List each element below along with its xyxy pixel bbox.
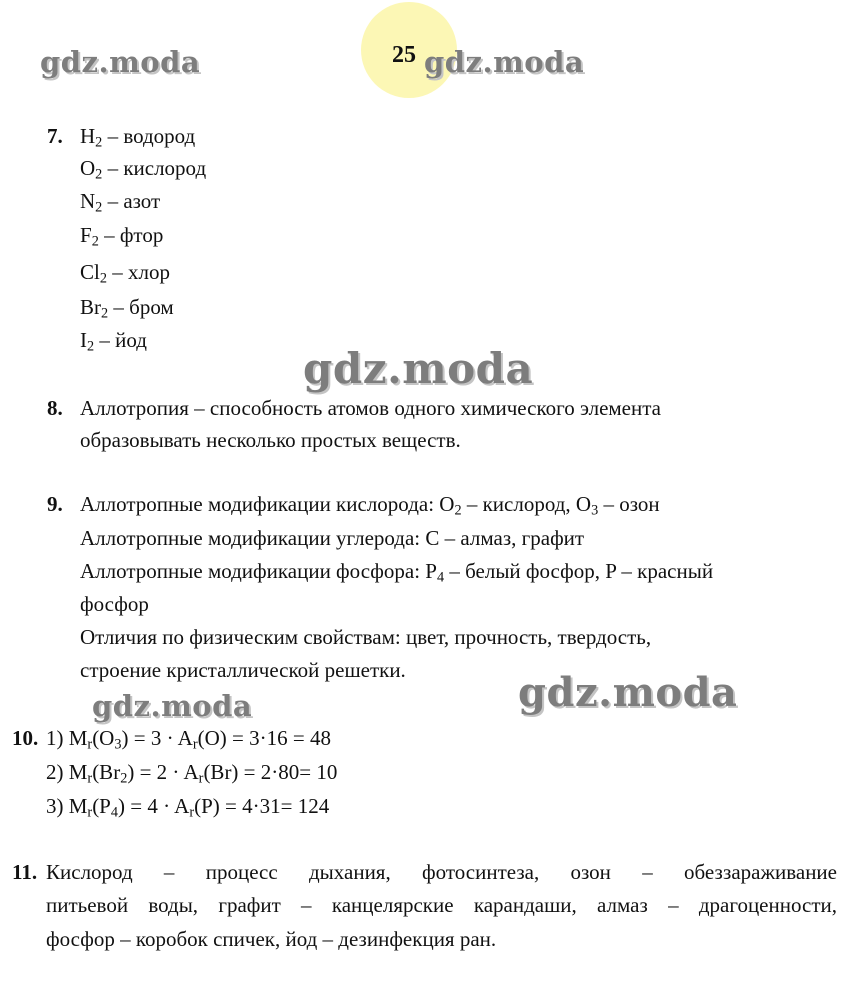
element-line: $Br_2$ – бром xyxy=(80,295,174,322)
answer-text: Отличия по физическим свойствам: цвет, прочность, твердость, xyxy=(80,625,652,649)
watermark: gdz.moda xyxy=(424,45,585,79)
watermark: gdz.moda xyxy=(303,344,534,393)
calculation-line: 1) $M_r(O_3) = 3 \cdot A_r(O) = 3\cdot 16 = 48$ xyxy=(46,726,331,753)
answer-text: Кислород – процесс дыхания, фотосинтеза, озон – обеззараживание xyxy=(46,860,837,884)
answer-text: Аллотропные модификации углерода: C – алмаз, графит xyxy=(80,526,585,550)
page-number: 25 xyxy=(392,42,416,68)
element-line: $Cl_2$ – хлор xyxy=(80,260,170,287)
watermark: gdz.moda xyxy=(518,669,738,716)
answer-text: Аллотропные модификации фосфора: $P_4$ – белый фосфор, P – красный xyxy=(80,559,714,586)
watermark: gdz.moda xyxy=(92,689,253,723)
question-number: 11. xyxy=(12,860,38,884)
element-line: $I_2$ – йод xyxy=(80,328,147,355)
element-line: $N_2$ – азот xyxy=(80,189,161,216)
answer-text: фосфор – коробок спичек, йод – дезинфекция ран. xyxy=(46,927,497,951)
answer-text: строение кристаллической решетки. xyxy=(80,658,406,682)
answer-text: Аллотропия – способность атомов одного химического элемента xyxy=(80,396,661,420)
element-line: $O_2$ – кислород xyxy=(80,156,207,183)
calculation-line: 3) $M_r(P_4) = 4 \cdot A_r(P) = 4\cdot 31= 124$ xyxy=(46,794,330,821)
answer-text: образовывать несколько простых веществ. xyxy=(80,428,461,452)
question-number: 8. xyxy=(47,396,63,420)
calculation-line: 2) $M_r(Br_2) = 2 \cdot A_r(Br) = 2\cdot 80= 10$ xyxy=(46,760,338,787)
answer-text: питьевой воды, графит – канцелярские карандаши, алмаз – драгоценности, xyxy=(46,893,837,917)
element-line: $F_2$ – фтор xyxy=(80,223,164,250)
question-number: 7. xyxy=(47,124,63,148)
question-number: 9. xyxy=(47,492,63,516)
watermark: gdz.moda xyxy=(40,45,201,79)
answer-text: Аллотропные модификации кислорода: $O_2$ – кислород, $O_3$ – озон xyxy=(80,492,660,519)
element-line: $H_2$ – водород xyxy=(80,124,196,151)
answer-text: фосфор xyxy=(80,592,149,616)
question-number: 10. xyxy=(12,726,39,750)
